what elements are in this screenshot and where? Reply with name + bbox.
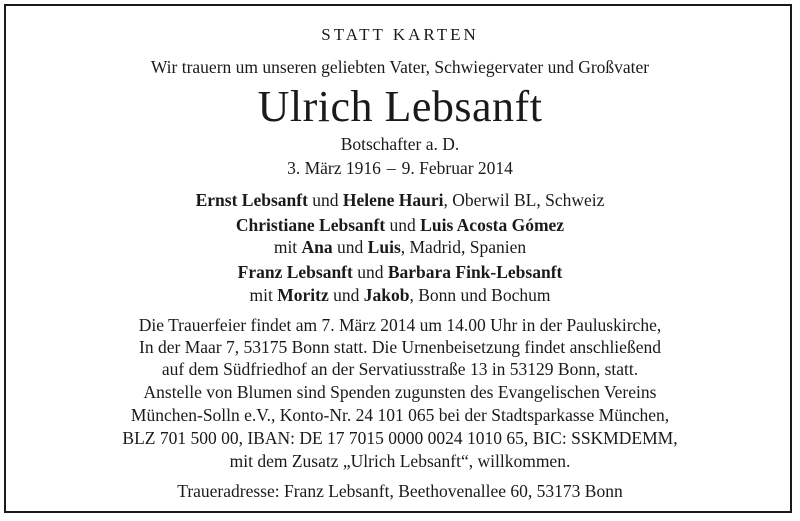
family-line-5 [0, 284, 800, 306]
family-name: Luis [367, 237, 401, 257]
funeral-line-1: Die Trauerfeier findet am 7. März 2014 um 14.00 Uhr in der Pauluskirche, [138, 315, 662, 335]
deceased-name: Ulrich Lebsanft [257, 82, 543, 131]
deceased-title: Botschafter a. D. [340, 134, 460, 154]
donation-line-1: Anstelle von Blumen sind Spenden zugunsten des Evangelischen Vereins [143, 382, 657, 402]
family-line-2 [0, 214, 800, 236]
family-place: , Oberwil BL, Schweiz [443, 190, 605, 210]
family-place: , Bonn und Bochum [409, 285, 551, 305]
family-name: Helene Hauri [342, 190, 444, 210]
intro-line: Wir trauern um unseren geliebten Vater, Schwiegervater und Großvater [150, 57, 650, 77]
donation-line-2: München-Solln e.V., Konto-Nr. 24 101 065 bei der Stadtsparkasse München, [130, 405, 670, 425]
mourning-address: Traueradresse: Franz Lebsanft, Beethovenallee 60, 53173 Bonn [177, 481, 623, 501]
family-connector: und [385, 215, 421, 235]
family-connector: und [352, 262, 388, 282]
notice-heading: STATT KARTEN [321, 25, 479, 44]
family-name: Ernst Lebsanft [195, 190, 308, 210]
family-line-4 [0, 261, 800, 283]
family-name: Jakob [363, 285, 410, 305]
family-line-1 [0, 189, 800, 211]
family-connector: und [307, 190, 343, 210]
donation-line-4: mit dem Zusatz „Ulrich Lebsanft“, willkommen. [229, 451, 571, 471]
family-name: Franz Lebsanft [237, 262, 353, 282]
donation-line-3: BLZ 701 500 00, IBAN: DE 17 7015 0000 0024 1010 65, BIC: SSKMDEMM, [122, 428, 678, 448]
family-name: Moritz [277, 285, 329, 305]
date-separator: – [386, 158, 396, 178]
family-line-3 [0, 236, 800, 258]
birth-date: 3. März 1916 [287, 158, 381, 178]
family-connector: mit [249, 285, 278, 305]
family-connector: mit [273, 237, 302, 257]
family-place: , Madrid, Spanien [400, 237, 527, 257]
family-connector: und [332, 237, 368, 257]
family-name: Christiane Lebsanft [235, 215, 386, 235]
family-name: Ana [301, 237, 333, 257]
family-name: Luis Acosta Gómez [420, 215, 565, 235]
funeral-line-2: In der Maar 7, 53175 Bonn statt. Die Urnenbeisetzung findet anschließend [139, 337, 661, 357]
funeral-line-3: auf dem Südfriedhof an der Servatiusstraße 13 in 53129 Bonn, statt. [161, 359, 639, 379]
family-name: Barbara Fink-Lebsanft [387, 262, 563, 282]
family-connector: und [328, 285, 364, 305]
death-date: 9. Februar 2014 [401, 158, 513, 178]
life-dates [0, 157, 800, 179]
